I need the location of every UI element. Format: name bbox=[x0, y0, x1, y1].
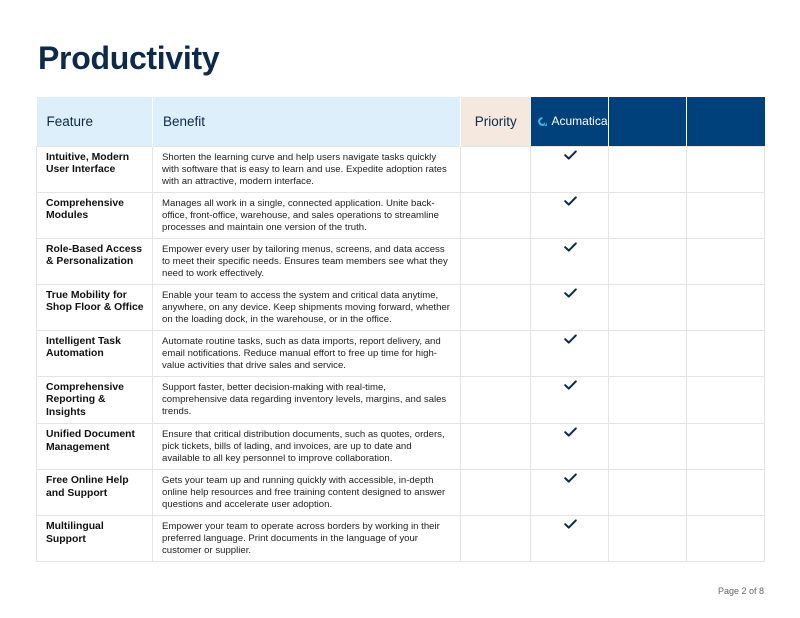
vendor-3-cell bbox=[687, 516, 765, 562]
acumatica-brand bbox=[537, 114, 608, 129]
vendor-3-cell bbox=[687, 284, 765, 330]
page-title: Productivity bbox=[38, 40, 220, 76]
header-benefit: Benefit bbox=[153, 97, 461, 146]
benefit-cell: Automate routine tasks, such as data imports, report delivery, and email notifications. Reduce manual effort to free up time for high-value activities that drive sales and service. bbox=[153, 330, 461, 376]
vendor-3-cell bbox=[687, 424, 765, 470]
benefit-cell: Manages all work in a single, connected application. Unite back-office, front-office, warehouse, and sales operations to streamline processes and maintain one version of the truth. bbox=[153, 192, 461, 238]
priority-cell bbox=[461, 516, 531, 562]
benefit-cell: Gets your team up and running quickly with accessible, in-depth online help resources and free training content designed to answer questions and accelerate user adoption. bbox=[153, 470, 461, 516]
benefit-cell: Shorten the learning curve and help users navigate tasks quickly with software that is easy to learn and use. Expedite adoption rates with an attractive, modern interface. bbox=[153, 146, 461, 192]
acumatica-cell bbox=[531, 470, 609, 516]
benefit-cell: Enable your team to access the system and critical data anytime, anywhere, on any device. Keep shipments moving forward, whether on the loading dock, in the warehouse, or in the office. bbox=[153, 284, 461, 330]
checkmark-icon bbox=[564, 150, 577, 160]
checkmark-icon bbox=[564, 242, 577, 252]
table-row bbox=[37, 238, 765, 284]
vendor-2-cell bbox=[609, 192, 687, 238]
priority-cell bbox=[461, 470, 531, 516]
checkmark-icon bbox=[564, 288, 577, 298]
feature-cell: Role-Based Access & Personalization bbox=[37, 238, 153, 284]
feature-cell: Free Online Help and Support bbox=[37, 470, 153, 516]
vendor-2-cell bbox=[609, 424, 687, 470]
priority-cell bbox=[461, 424, 531, 470]
table-row bbox=[37, 424, 765, 470]
vendor-2-cell bbox=[609, 376, 687, 424]
acumatica-cell bbox=[531, 238, 609, 284]
acumatica-cell bbox=[531, 330, 609, 376]
vendor-3-cell bbox=[687, 192, 765, 238]
table-row bbox=[37, 146, 765, 192]
table-header-row bbox=[37, 97, 765, 146]
benefit-cell: Empower every user by tailoring menus, screens, and data access to meet their specific needs. Ensures team members see what they need to work effectively. bbox=[153, 238, 461, 284]
vendor-2-cell bbox=[609, 284, 687, 330]
vendor-2-cell bbox=[609, 470, 687, 516]
vendor-2-cell bbox=[609, 330, 687, 376]
comparison-table bbox=[36, 97, 765, 562]
table-row bbox=[37, 330, 765, 376]
benefit-cell: Ensure that critical distribution documents, such as quotes, orders, pick tickets, bills of lading, and invoices, are up to date and available to all key personnel to improve collaboration. bbox=[153, 424, 461, 470]
acumatica-cell bbox=[531, 376, 609, 424]
acumatica-cell bbox=[531, 146, 609, 192]
table-row bbox=[37, 284, 765, 330]
acumatica-cell bbox=[531, 284, 609, 330]
feature-cell: Intuitive, Modern User Interface bbox=[37, 146, 153, 192]
feature-cell: Multilingual Support bbox=[37, 516, 153, 562]
checkmark-icon bbox=[564, 196, 577, 206]
acumatica-cell bbox=[531, 516, 609, 562]
priority-cell bbox=[461, 192, 531, 238]
priority-cell bbox=[461, 330, 531, 376]
feature-cell: True Mobility for Shop Floor & Office bbox=[37, 284, 153, 330]
priority-cell bbox=[461, 146, 531, 192]
benefit-cell: Empower your team to operate across borders by working in their preferred language. Print documents in the language of your customer or supplier. bbox=[153, 516, 461, 562]
vendor-3-cell bbox=[687, 470, 765, 516]
header-vendor-3 bbox=[687, 97, 765, 146]
priority-cell bbox=[461, 376, 531, 424]
checkmark-icon bbox=[564, 427, 577, 437]
vendor-2-cell bbox=[609, 238, 687, 284]
table-row bbox=[37, 516, 765, 562]
vendor-3-cell bbox=[687, 146, 765, 192]
table-row bbox=[37, 376, 765, 424]
vendor-3-cell bbox=[687, 330, 765, 376]
checkmark-icon bbox=[564, 473, 577, 483]
acumatica-logo-icon bbox=[537, 116, 548, 127]
vendor-3-cell bbox=[687, 376, 765, 424]
acumatica-cell bbox=[531, 192, 609, 238]
vendor-3-cell bbox=[687, 238, 765, 284]
header-feature: Feature bbox=[37, 97, 153, 146]
page-number: Page 2 of 8 bbox=[717, 586, 764, 596]
header-priority: Priority bbox=[461, 97, 531, 146]
acumatica-cell bbox=[531, 424, 609, 470]
vendor-2-cell bbox=[609, 516, 687, 562]
table-row bbox=[37, 470, 765, 516]
checkmark-icon bbox=[564, 519, 577, 529]
brand-name: Acumatica bbox=[551, 114, 608, 129]
vendor-2-cell bbox=[609, 146, 687, 192]
feature-cell: Intelligent Task Automation bbox=[37, 330, 153, 376]
priority-cell bbox=[461, 284, 531, 330]
feature-cell: Comprehensive Reporting & Insights bbox=[37, 376, 153, 424]
feature-cell: Unified Document Management bbox=[37, 424, 153, 470]
feature-cell: Comprehensive Modules bbox=[37, 192, 153, 238]
checkmark-icon bbox=[564, 334, 577, 344]
table-row bbox=[37, 192, 765, 238]
header-acumatica bbox=[531, 97, 609, 146]
priority-cell bbox=[461, 238, 531, 284]
benefit-cell: Support faster, better decision-making with real-time, comprehensive data regarding inventory levels, margins, and sales trends. bbox=[153, 376, 461, 424]
checkmark-icon bbox=[564, 380, 577, 390]
header-vendor-2 bbox=[609, 97, 687, 146]
